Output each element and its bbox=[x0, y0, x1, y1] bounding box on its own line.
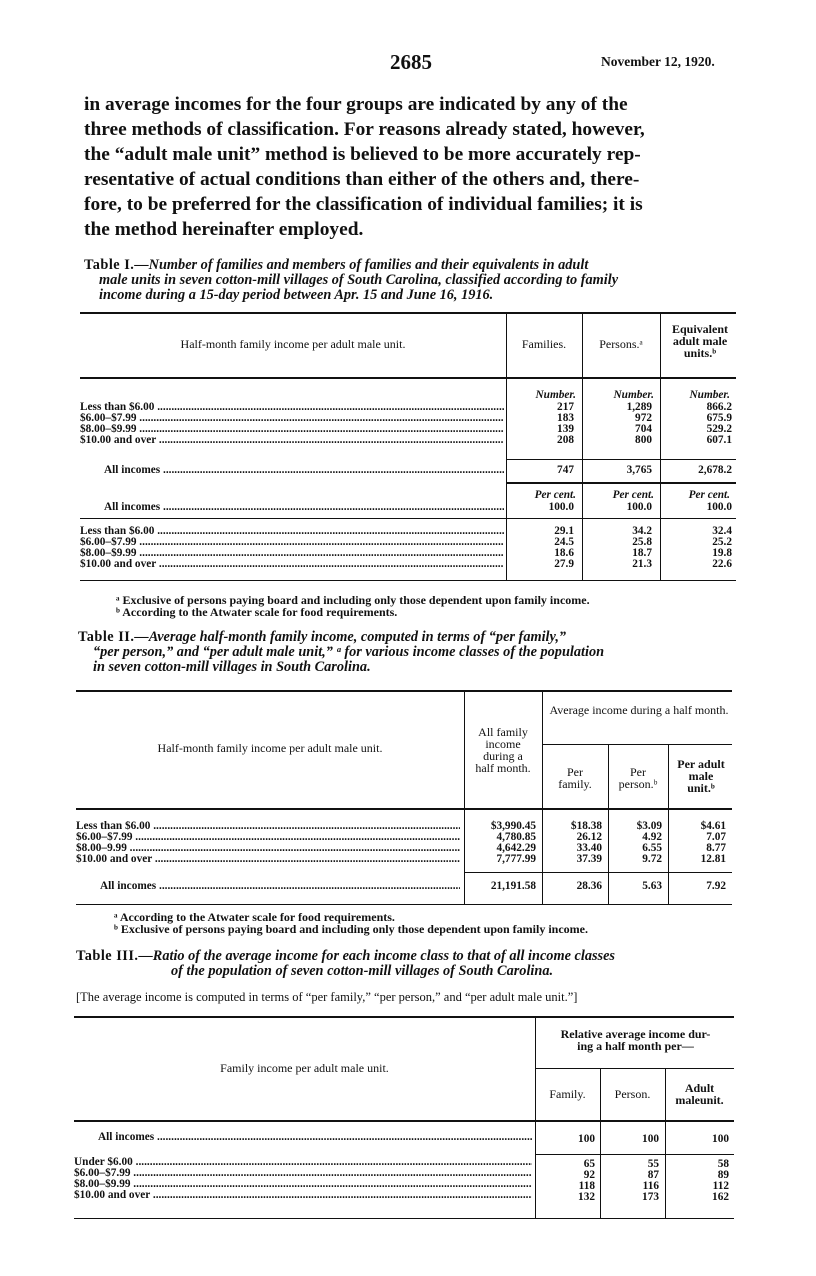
table-row-label: Less than $6.00 ..... bbox=[80, 402, 504, 413]
table-row-label: $10.00 and over ..... bbox=[80, 559, 504, 570]
table2-caption-line: —Average half-month family income, computed in terms of “per family,” bbox=[134, 629, 567, 645]
table1-col-families: Families. bbox=[521, 337, 567, 351]
table-cell: 112 bbox=[712, 1180, 729, 1192]
table-cell: 32.4 bbox=[712, 525, 732, 537]
table-cell: 65 bbox=[583, 1158, 595, 1170]
table-cell: 25.8 bbox=[632, 536, 652, 548]
table2-per-person-col bbox=[608, 821, 662, 865]
table3-all-person: 100 bbox=[642, 1133, 659, 1145]
table-row-label: Less than $6.00 ..... bbox=[76, 821, 460, 832]
table3-adult-col bbox=[665, 1159, 729, 1203]
table2-all-incomes-label: All incomes ..... bbox=[100, 881, 460, 892]
table-cell: 87 bbox=[647, 1169, 659, 1181]
table-cell: 55 bbox=[647, 1158, 659, 1170]
table-row-label: $8.00–$9.99 ..... bbox=[74, 1179, 532, 1190]
table3-col-stub: Family income per adult male unit. bbox=[220, 1061, 389, 1075]
table-row-label: Less than $6.00 ..... bbox=[80, 526, 504, 537]
table1-caption-line: —Number of families and members of families and their equivalents in adult bbox=[134, 257, 589, 273]
footnote: ᵃ Exclusive of persons paying board and including only those dependent upon family income. bbox=[116, 593, 590, 607]
table-cell: 162 bbox=[712, 1191, 729, 1203]
table2-col-per-adult: Per adult male unit.ᵇ bbox=[677, 757, 725, 795]
table-cell: 22.6 bbox=[712, 558, 732, 570]
table-row-label: $6.00–$7.99 ..... bbox=[76, 832, 460, 843]
table1-caption bbox=[84, 258, 618, 303]
table-cell: 7,777.99 bbox=[496, 853, 536, 865]
table1-total-pct-persons: 100.0 bbox=[626, 501, 652, 513]
table2-row-labels bbox=[76, 821, 460, 865]
table-cell: 132 bbox=[578, 1191, 595, 1203]
footnote: ᵇ Exclusive of persons paying board and including only those dependent upon family income. bbox=[114, 922, 588, 936]
table-cell: 866.2 bbox=[706, 401, 732, 413]
table1-label: Table I. bbox=[84, 257, 135, 273]
table-cell: 208 bbox=[557, 434, 574, 446]
table2-per-family-col bbox=[542, 821, 602, 865]
table1-row-labels bbox=[80, 402, 504, 446]
table1-all-incomes-label: All incomes ..... bbox=[104, 465, 504, 476]
table-cell: 4.92 bbox=[642, 831, 662, 843]
table1-pct-equiv-col bbox=[660, 526, 732, 570]
paragraph-line: three methods of classification. For reasons already stated, however, bbox=[84, 119, 645, 140]
table1-unit-percent: Per cent. bbox=[534, 489, 576, 501]
table-cell: $3.09 bbox=[636, 820, 662, 832]
table3-person-col bbox=[600, 1159, 659, 1203]
table-row-label: $6.00–$7.99 ..... bbox=[74, 1168, 532, 1179]
table2-col-group: Average income during a half month. bbox=[549, 703, 729, 717]
table1-all-incomes-pct-label: All incomes ..... bbox=[104, 502, 504, 513]
table1-total-equiv: 2,678.2 bbox=[698, 464, 732, 476]
table-row-label: $10.00 and over ..... bbox=[76, 854, 460, 865]
table1-pct-families-col bbox=[506, 526, 574, 570]
table1-unit-number: Number. bbox=[535, 389, 576, 401]
table-row-label: $8.00–$9.99 ..... bbox=[80, 424, 504, 435]
table1-caption-line: income during a 15-day period between Apr. 15 and June 16, 1916. bbox=[99, 287, 494, 303]
table1-families-col bbox=[506, 402, 574, 446]
table1-total-persons: 3,765 bbox=[626, 464, 652, 476]
table3-col-group: Relative average income dur- ing a half month per— bbox=[560, 1027, 711, 1053]
table1-unit-number: Number. bbox=[613, 389, 654, 401]
table2-label: Table II. bbox=[78, 629, 135, 645]
table-cell: 173 bbox=[642, 1191, 659, 1203]
table-cell: $3,990.45 bbox=[490, 820, 536, 832]
table-row-label: $6.00–$7.99 ..... bbox=[80, 537, 504, 548]
table2-caption-line: in seven cotton-mill villages in South Carolina. bbox=[93, 659, 371, 675]
table-cell: 34.2 bbox=[632, 525, 652, 537]
paragraph-line: the “adult male unit” method is believed to be more accurately rep- bbox=[84, 144, 641, 165]
table2-total-per-adult: 7.92 bbox=[706, 880, 726, 892]
table2-caption-line: “per person,” and “per adult male unit,” ᵃ for various income classes of the population bbox=[93, 644, 605, 660]
table3-row-labels bbox=[74, 1157, 532, 1201]
page-number: 2685 bbox=[390, 50, 432, 74]
table3-label: Table III. bbox=[76, 948, 139, 964]
table-cell: 118 bbox=[578, 1180, 595, 1192]
table-cell: 116 bbox=[642, 1180, 659, 1192]
table3-all-family: 100 bbox=[578, 1133, 595, 1145]
paragraph-line: in average incomes for the four groups are indicated by any of the bbox=[84, 94, 628, 115]
table1-caption-line: male units in seven cotton-mill villages of South Carolina, classified according to family bbox=[99, 272, 619, 288]
table-cell: 24.5 bbox=[554, 536, 574, 548]
table1-pct-row-labels bbox=[80, 526, 504, 570]
table3-all-adult: 100 bbox=[712, 1133, 729, 1145]
table-row-label: $8.00–$9.99 ..... bbox=[80, 548, 504, 559]
table1-total-families: 747 bbox=[557, 464, 574, 476]
table-cell: 8.77 bbox=[706, 842, 726, 854]
paragraph-line: the method hereinafter employed. bbox=[84, 219, 364, 240]
table-cell: 12.81 bbox=[700, 853, 726, 865]
table2-total-per-family: 28.36 bbox=[576, 880, 602, 892]
table-cell: 18.6 bbox=[554, 547, 574, 559]
table-cell: 1,289 bbox=[626, 401, 652, 413]
table3-family-col bbox=[535, 1159, 595, 1203]
table1-col-equivalent: Equivalent adult male units.ᵇ bbox=[671, 322, 728, 360]
table-cell: 972 bbox=[635, 412, 652, 424]
table1-unit-percent: Per cent. bbox=[612, 489, 654, 501]
table1-col-persons: Persons.ᵃ bbox=[599, 337, 643, 351]
table1-col-stub: Half-month family income per adult male unit. bbox=[180, 337, 406, 351]
table-cell: 217 bbox=[557, 401, 574, 413]
table-row-label: $8.00–9.99 ..... bbox=[76, 843, 460, 854]
table3-col-family: Family. bbox=[549, 1087, 586, 1101]
table3-note: [The average income is computed in terms of “per family,” “per person,” and “per adult male unit.”] bbox=[76, 990, 578, 1004]
footnote: ᵃ According to the Atwater scale for food requirements. bbox=[114, 910, 395, 924]
table1-persons-col bbox=[582, 402, 652, 446]
table3-caption-line: —Ratio of the average income for each income class to that of all income classes bbox=[138, 948, 616, 964]
table2-all-family-col bbox=[464, 821, 536, 865]
table-cell: 18.7 bbox=[632, 547, 652, 559]
table2-total-per-person: 5.63 bbox=[642, 880, 662, 892]
table-row-label: $10.00 and over ..... bbox=[80, 435, 504, 446]
table1-total-pct-families: 100.0 bbox=[548, 501, 574, 513]
table-cell: 25.2 bbox=[712, 536, 732, 548]
table1-unit-number: Number. bbox=[689, 389, 730, 401]
table1-pct-persons-col bbox=[582, 526, 652, 570]
table-cell: 675.9 bbox=[706, 412, 732, 424]
table2-col-per-person: Per person.ᵇ bbox=[618, 765, 658, 791]
table1-total-pct-equiv: 100.0 bbox=[706, 501, 732, 513]
table-cell: 4,642.29 bbox=[496, 842, 536, 854]
table-cell: $4.61 bbox=[700, 820, 726, 832]
table1-equiv-col bbox=[660, 402, 732, 446]
table-cell: 6.55 bbox=[642, 842, 662, 854]
table-cell: 37.39 bbox=[576, 853, 602, 865]
table-cell: 58 bbox=[717, 1158, 729, 1170]
table2-col-per-family: Per family. bbox=[558, 765, 592, 791]
table3-col-adult: Adult maleunit. bbox=[675, 1081, 724, 1107]
table2-total-all-family: 21,191.58 bbox=[490, 880, 536, 892]
table1-footnotes bbox=[116, 594, 590, 618]
table-cell: 29.1 bbox=[554, 525, 574, 537]
table2-col-stub: Half-month family income per adult male unit. bbox=[157, 741, 383, 755]
table-cell: 704 bbox=[635, 423, 652, 435]
table-cell: 92 bbox=[583, 1169, 595, 1181]
page-date: November 12, 1920. bbox=[601, 54, 715, 69]
paragraph-line: resentative of actual conditions than either of the others and, there- bbox=[84, 169, 640, 190]
table-cell: 19.8 bbox=[712, 547, 732, 559]
table1-unit-percent: Per cent. bbox=[688, 489, 730, 501]
table3-col-person: Person. bbox=[614, 1087, 651, 1101]
table-cell: 21.3 bbox=[632, 558, 652, 570]
table3-all-incomes-label: All incomes ..... bbox=[98, 1132, 532, 1143]
table-cell: 89 bbox=[717, 1169, 729, 1181]
table-cell: 607.1 bbox=[706, 434, 732, 446]
table-cell: 27.9 bbox=[554, 558, 574, 570]
table-row-label: $6.00–$7.99 ..... bbox=[80, 413, 504, 424]
table-cell: 183 bbox=[557, 412, 574, 424]
table-cell: 4,780.85 bbox=[496, 831, 536, 843]
table-cell: 26.12 bbox=[576, 831, 602, 843]
table-cell: 139 bbox=[557, 423, 574, 435]
table3-caption bbox=[76, 949, 615, 979]
table-cell: 529.2 bbox=[706, 423, 732, 435]
table-cell: $18.38 bbox=[570, 820, 602, 832]
body-paragraph bbox=[84, 92, 645, 242]
table2-col-all-family: All family income during a half month. bbox=[475, 725, 531, 775]
table-cell: 7.07 bbox=[706, 831, 726, 843]
table-cell: 800 bbox=[635, 434, 652, 446]
table-row-label: $10.00 and over ..... bbox=[74, 1190, 532, 1201]
table2-footnotes bbox=[114, 911, 588, 935]
table2-per-adult-col bbox=[668, 821, 726, 865]
table-row-label: Under $6.00 ..... bbox=[74, 1157, 532, 1168]
table-cell: 9.72 bbox=[642, 853, 662, 865]
table2-caption bbox=[78, 630, 604, 675]
table3-caption-line: of the population of seven cotton-mill villages of South Carolina. bbox=[171, 963, 554, 979]
table-cell: 33.40 bbox=[576, 842, 602, 854]
paragraph-line: fore, to be preferred for the classification of individual families; it is bbox=[84, 194, 643, 215]
footnote: ᵇ According to the Atwater scale for food requirements. bbox=[116, 605, 398, 619]
